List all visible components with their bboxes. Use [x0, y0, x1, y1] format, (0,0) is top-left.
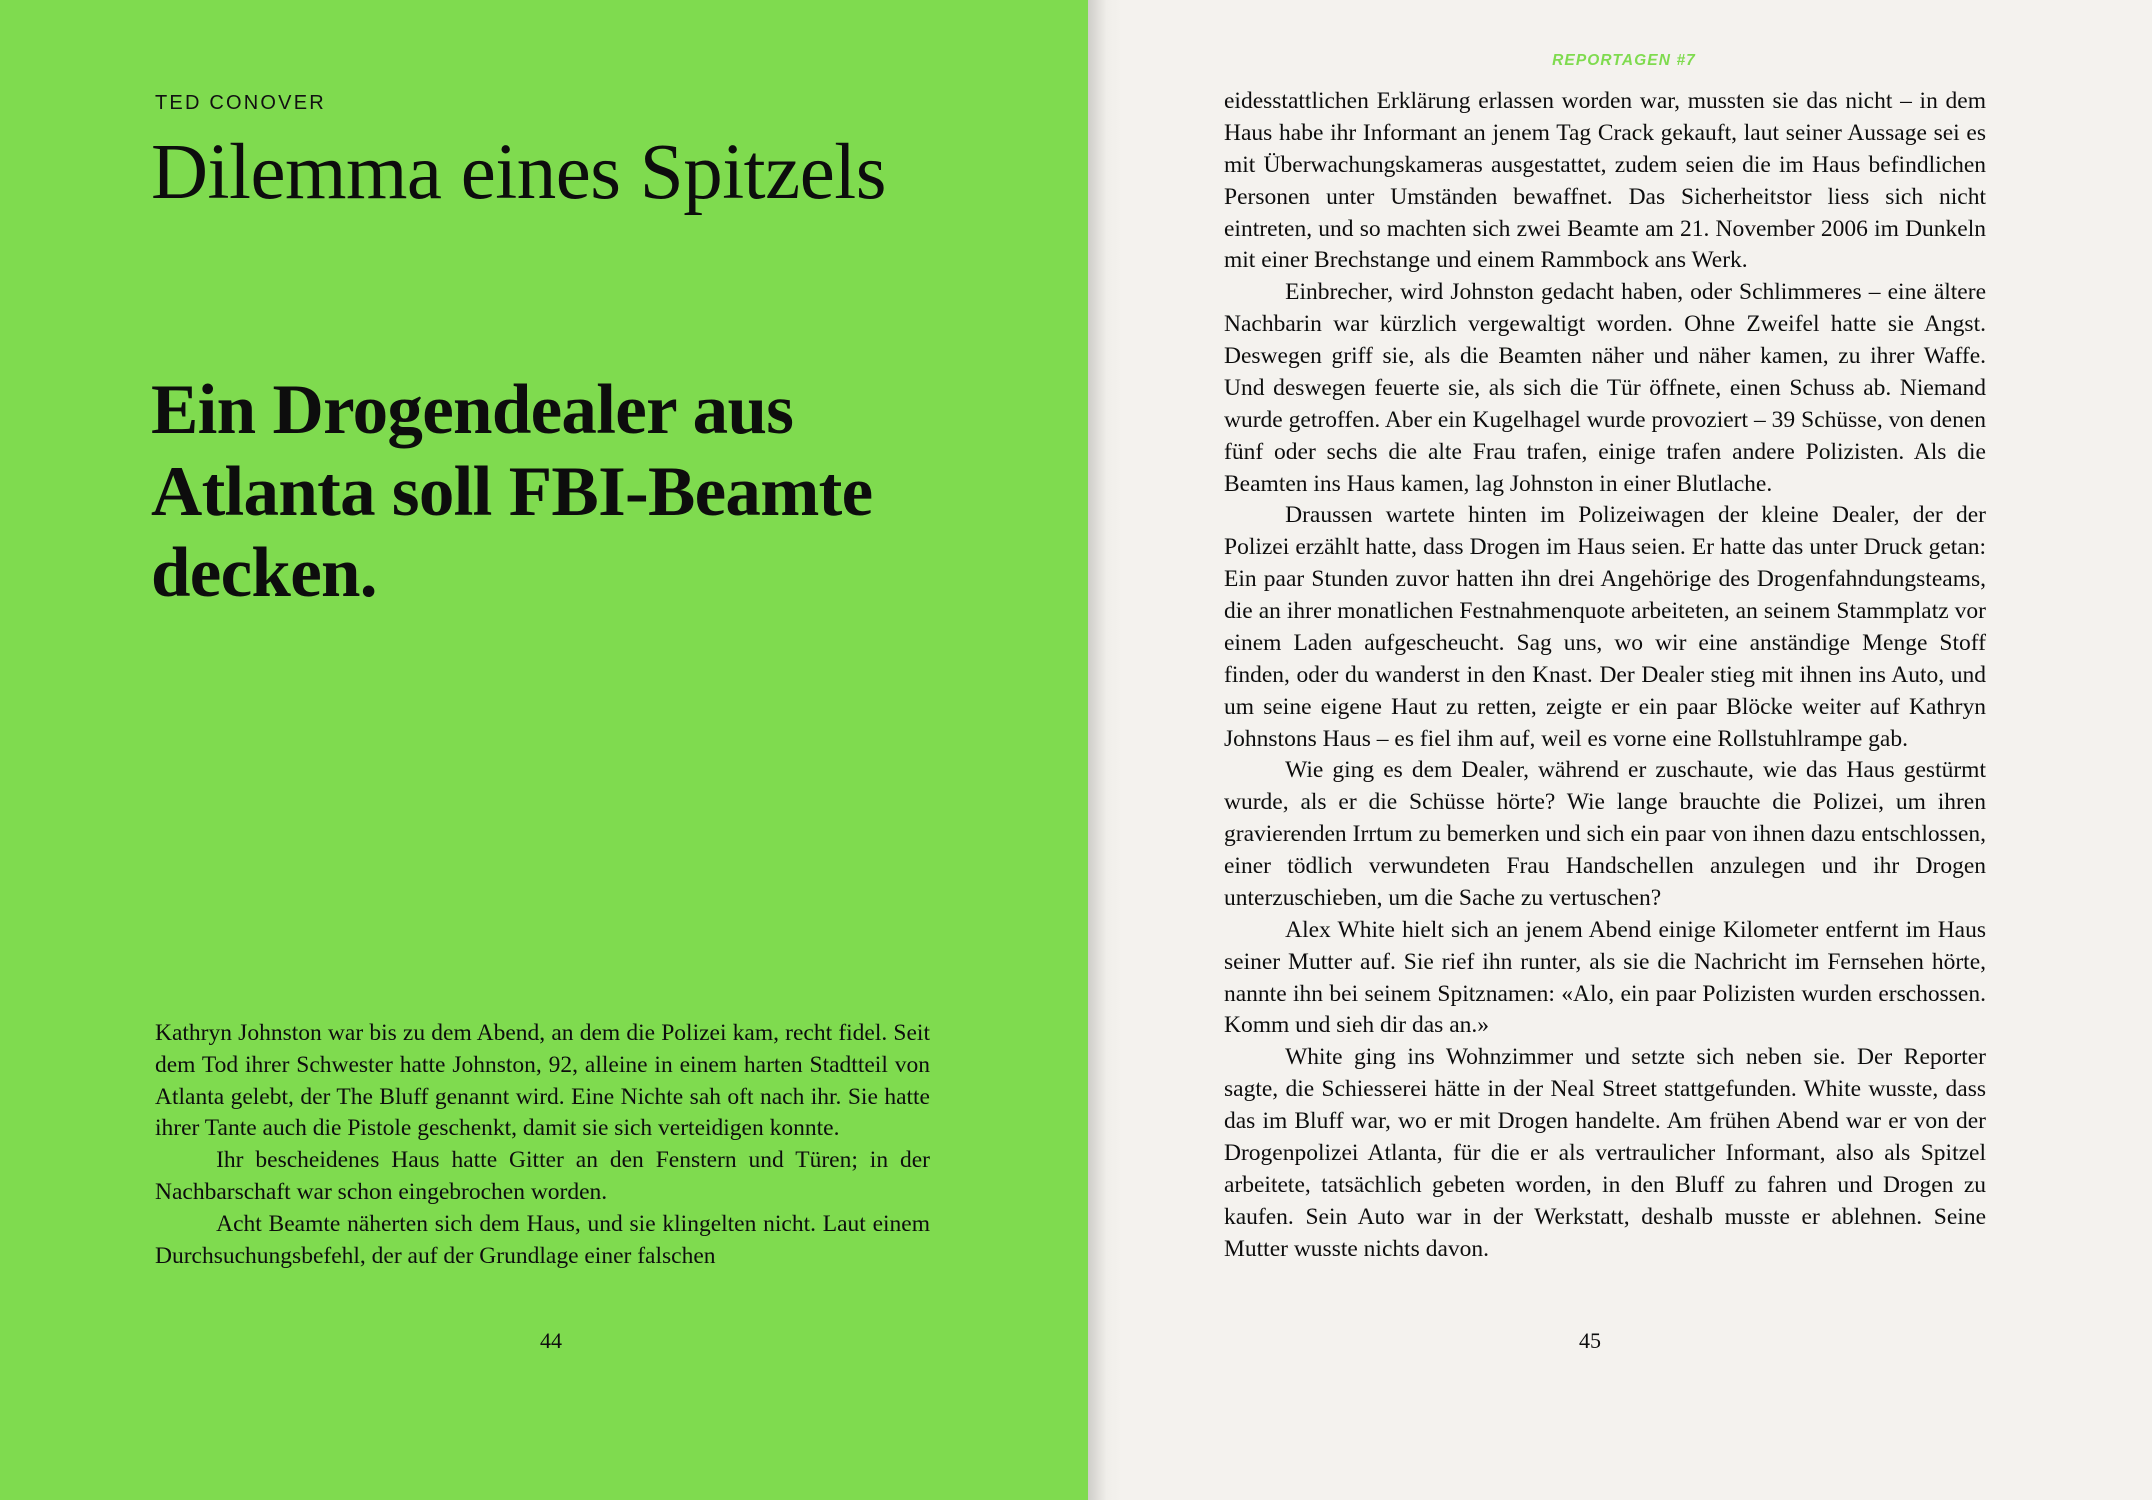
- right-body-text: [1224, 86, 1986, 1265]
- paragraph: Draussen wartete hinten im Polizeiwagen der kleine Dealer, der der Polizei erzählt hatte, dass Drogen im Haus seien. Er hatte das unter Druck getan: Ein paar Stunden zuvor hatten ihn drei Angehörige des Drogenfahndungsteams, die an ihrer monatlichen Festnahmenquote arbeiteten, an seinem Stammplatz vor einem Laden aufgescheucht. Sag uns, wo wir eine anständige Menge Stoff finden, oder du wanderst in den Knast. Der Dealer stieg mit ihnen ins Auto, und um seine eigene Haut zu retten, zeigte er ein paar Blöcke weiter auf Kathryn Johnstons Haus – es fiel ihm auf, weil es vorne eine Rollstuhlrampe gab.: [1224, 502, 1986, 752]
- article-title: Dilemma eines Spitzels: [151, 129, 886, 216]
- paragraph: Alex White hielt sich an jenem Abend einige Kilometer entfernt im Haus seiner Mutter auf. Sie rief ihn runter, als sie die Nachricht im Fernsehen hörte, nannte ihn bei seinem Spitznamen: «Alo, ein paar Polizisten wurden erschossen. Komm und sieh dir das an.»: [1224, 916, 1986, 1039]
- paragraph: White ging ins Wohnzimmer und setzte sich neben sie. Der Reporter sagte, die Schiesserei hätte in der Neal Street stattgefunden. White wusste, dass das im Bluff war, wo er mit Drogen handelte. Am frühen Abend war er von der Drogenpolizei Atlanta, für die er als vertraulicher Informant, also als Spitzel arbeitete, tatsächlich gebeten worden, in den Bluff zu fahren und Drogen zu kaufen. Sein Auto war in der Werkstatt, deshalb musste er ablehnen. Seine Mutter wusste nichts davon.: [1224, 1044, 1986, 1262]
- gutter-shadow: [1088, 0, 1122, 1500]
- paragraph: Einbrecher, wird Johnston gedacht haben, oder Schlimmeres – eine ältere Nachbarin war kürzlich vergewaltigt worden. Ohne Zweifel hatte sie Angst. Deswegen griff sie, als die Beamten näher und näher kamen, zu ihrer Waffe. Und deswegen feuerte sie, als sich die Tür öffnete, einen Schuss ab. Niemand wurde getroffen. Aber ein Kugelhagel wurde provoziert – 39 Schüsse, von denen fünf oder sechs die alte Frau trafen, einige trafen andere Polizisten. Als die Beamten ins Haus kamen, lag Johnston in einer Blutlache.: [1224, 279, 1986, 497]
- article-subtitle: Ein Drogendealer aus Atlanta soll FBI-Beamte decken.: [151, 371, 873, 613]
- paragraph: Wie ging es dem Dealer, während er zuschaute, wie das Haus gestürmt wurde, als er die Schüsse hörte? Wie lange brauchte die Polizei, um ihren gravierenden Irrtum zu bemerken und sich ein paar von ihnen dazu entschlossen, einer tödlich verwundeten Frau Handschellen anzulegen und ihr Drogen unterzuschieben, um die Sache zu vertuschen?: [1224, 757, 1986, 911]
- left-body-text: [155, 1018, 930, 1273]
- paragraph: eidesstattlichen Erklärung erlassen worden war, mussten sie das nicht – in dem Haus habe ihr Informant an jenem Tag Crack gekauft, laut seiner Aussage sei es mit Überwachungskameras ausgestattet, zudem seien die im Haus befindlichen Personen unter Umständen bewaffnet. Das Sicherheitstor liess sich nicht eintreten, und so machten sich zwei Beamte am 21. November 2006 im Dunkeln mit einer Brechstange und einem Rammbock ans Werk.: [1224, 88, 1986, 274]
- paragraph: Ihr bescheidenes Haus hatte Gitter an den Fenstern und Türen; in der Nachbarschaft war schon eingebrochen worden.: [155, 1147, 930, 1206]
- page-number-left: 44: [540, 1328, 562, 1353]
- paragraph: Kathryn Johnston war bis zu dem Abend, an dem die Polizei kam, recht fidel. Seit dem Tod ihrer Schwester hatte Johnston, 92, alleine in einem harten Stadtteil von Atlanta gelebt, der The Bluff genannt wird. Eine Nichte sah oft nach ihr. Sie hatte ihrer Tante auch die Pistole geschenkt, damit sie sich verteidigen konnte.: [155, 1020, 930, 1142]
- right-page: [1088, 0, 2152, 1500]
- left-page-content: [151, 0, 945, 1500]
- page-number-right: 45: [1579, 1328, 1601, 1353]
- author-name: TED CONOVER: [155, 92, 326, 114]
- paragraph: Acht Beamte näherten sich dem Haus, und sie klingelten nicht. Laut einem Durchsuchungsbefehl, der auf der Grundlage einer falschen: [155, 1210, 930, 1269]
- right-page-content: [1224, 0, 2024, 1500]
- running-head: REPORTAGEN #7: [1552, 52, 1696, 69]
